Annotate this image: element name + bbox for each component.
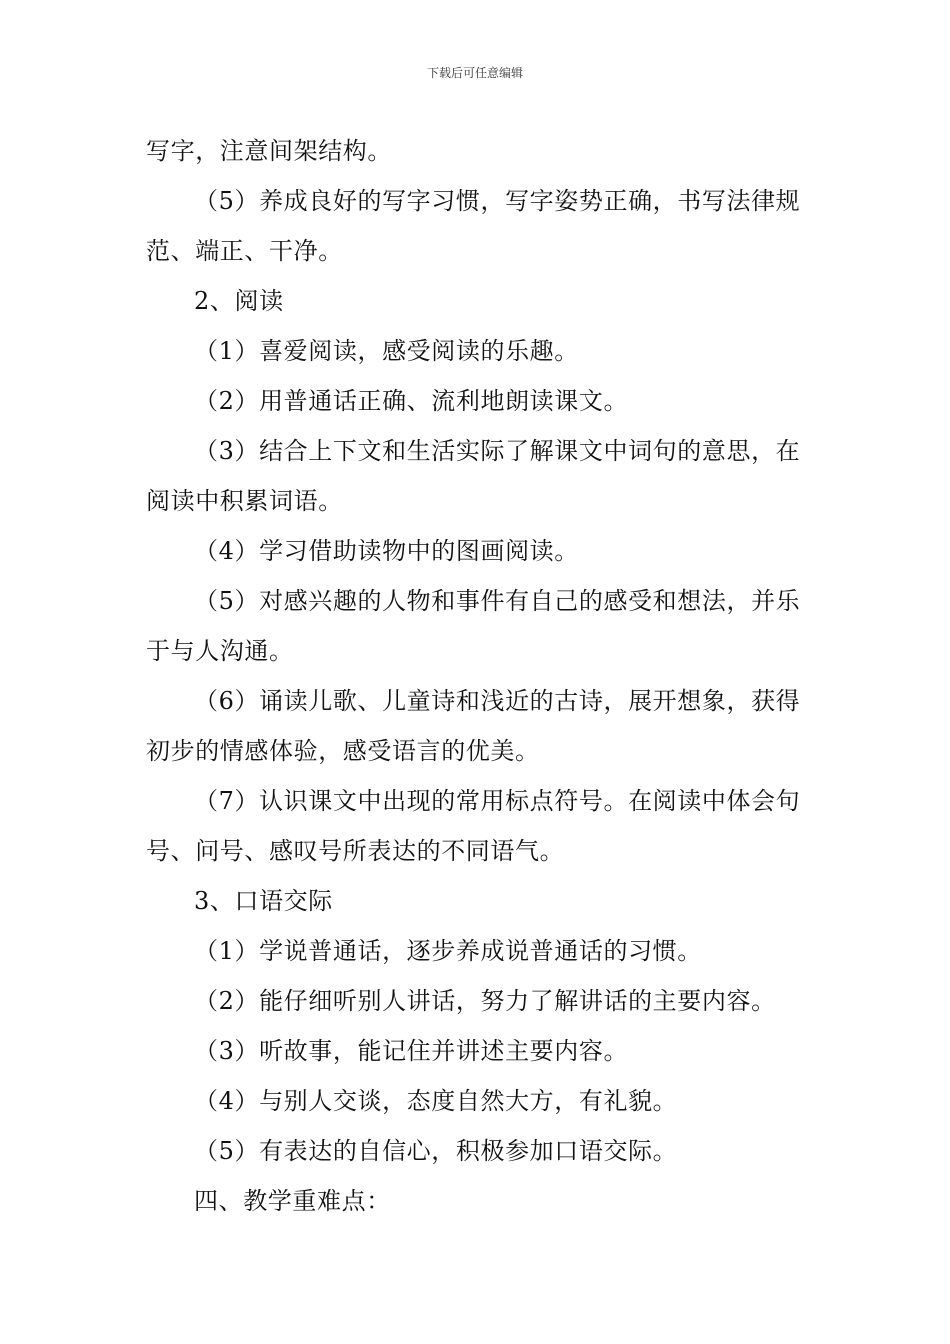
list-item: （4）与别人交谈，态度自然大方，有礼貌。 xyxy=(194,1087,678,1115)
list-item: （6）诵读儿歌、儿童诗和浅近的古诗，展开想象，获得初步的情感体验，感受语言的优美。 xyxy=(146,687,801,765)
list-item: （7）认识课文中出现的常用标点符号。在阅读中体会句号、问号、感叹号所表达的不同语气。 xyxy=(146,787,801,865)
list-item: （1）喜爱阅读，感受阅读的乐趣。 xyxy=(194,337,579,365)
paragraph-continuation: 写字，注意间架结构。 xyxy=(146,137,392,165)
list-item: （5）有表达的自信心，积极参加口语交际。 xyxy=(194,1137,678,1165)
list-item: （1）学说普通话，逐步养成说普通话的习惯。 xyxy=(194,937,702,965)
list-item: （2）能仔细听别人讲话，努力了解讲话的主要内容。 xyxy=(194,987,776,1015)
paragraph-writing-habit: （5）养成良好的写字习惯，写字姿势正确，书写法律规范、端正、干净。 xyxy=(146,187,801,265)
list-item: （2）用普通话正确、流利地朗读课文。 xyxy=(194,387,629,415)
document-body xyxy=(146,126,811,1226)
section-heading-reading: 2、阅读 xyxy=(194,287,284,315)
list-item: （4）学习借助读物中的图画阅读。 xyxy=(194,537,579,565)
page-header: 下载后可任意编辑 xyxy=(426,66,523,80)
list-item: （3）结合上下文和生活实际了解课文中词句的意思，在阅读中积累词语。 xyxy=(146,437,801,515)
list-item: （3）听故事，能记住并讲述主要内容。 xyxy=(194,1037,629,1065)
section-heading-teaching-focus: 四、教学重难点： xyxy=(194,1187,391,1215)
list-item: （5）对感兴趣的人物和事件有自己的感受和想法，并乐于与人沟通。 xyxy=(146,587,801,665)
section-heading-oral-communication: 3、口语交际 xyxy=(194,887,333,915)
